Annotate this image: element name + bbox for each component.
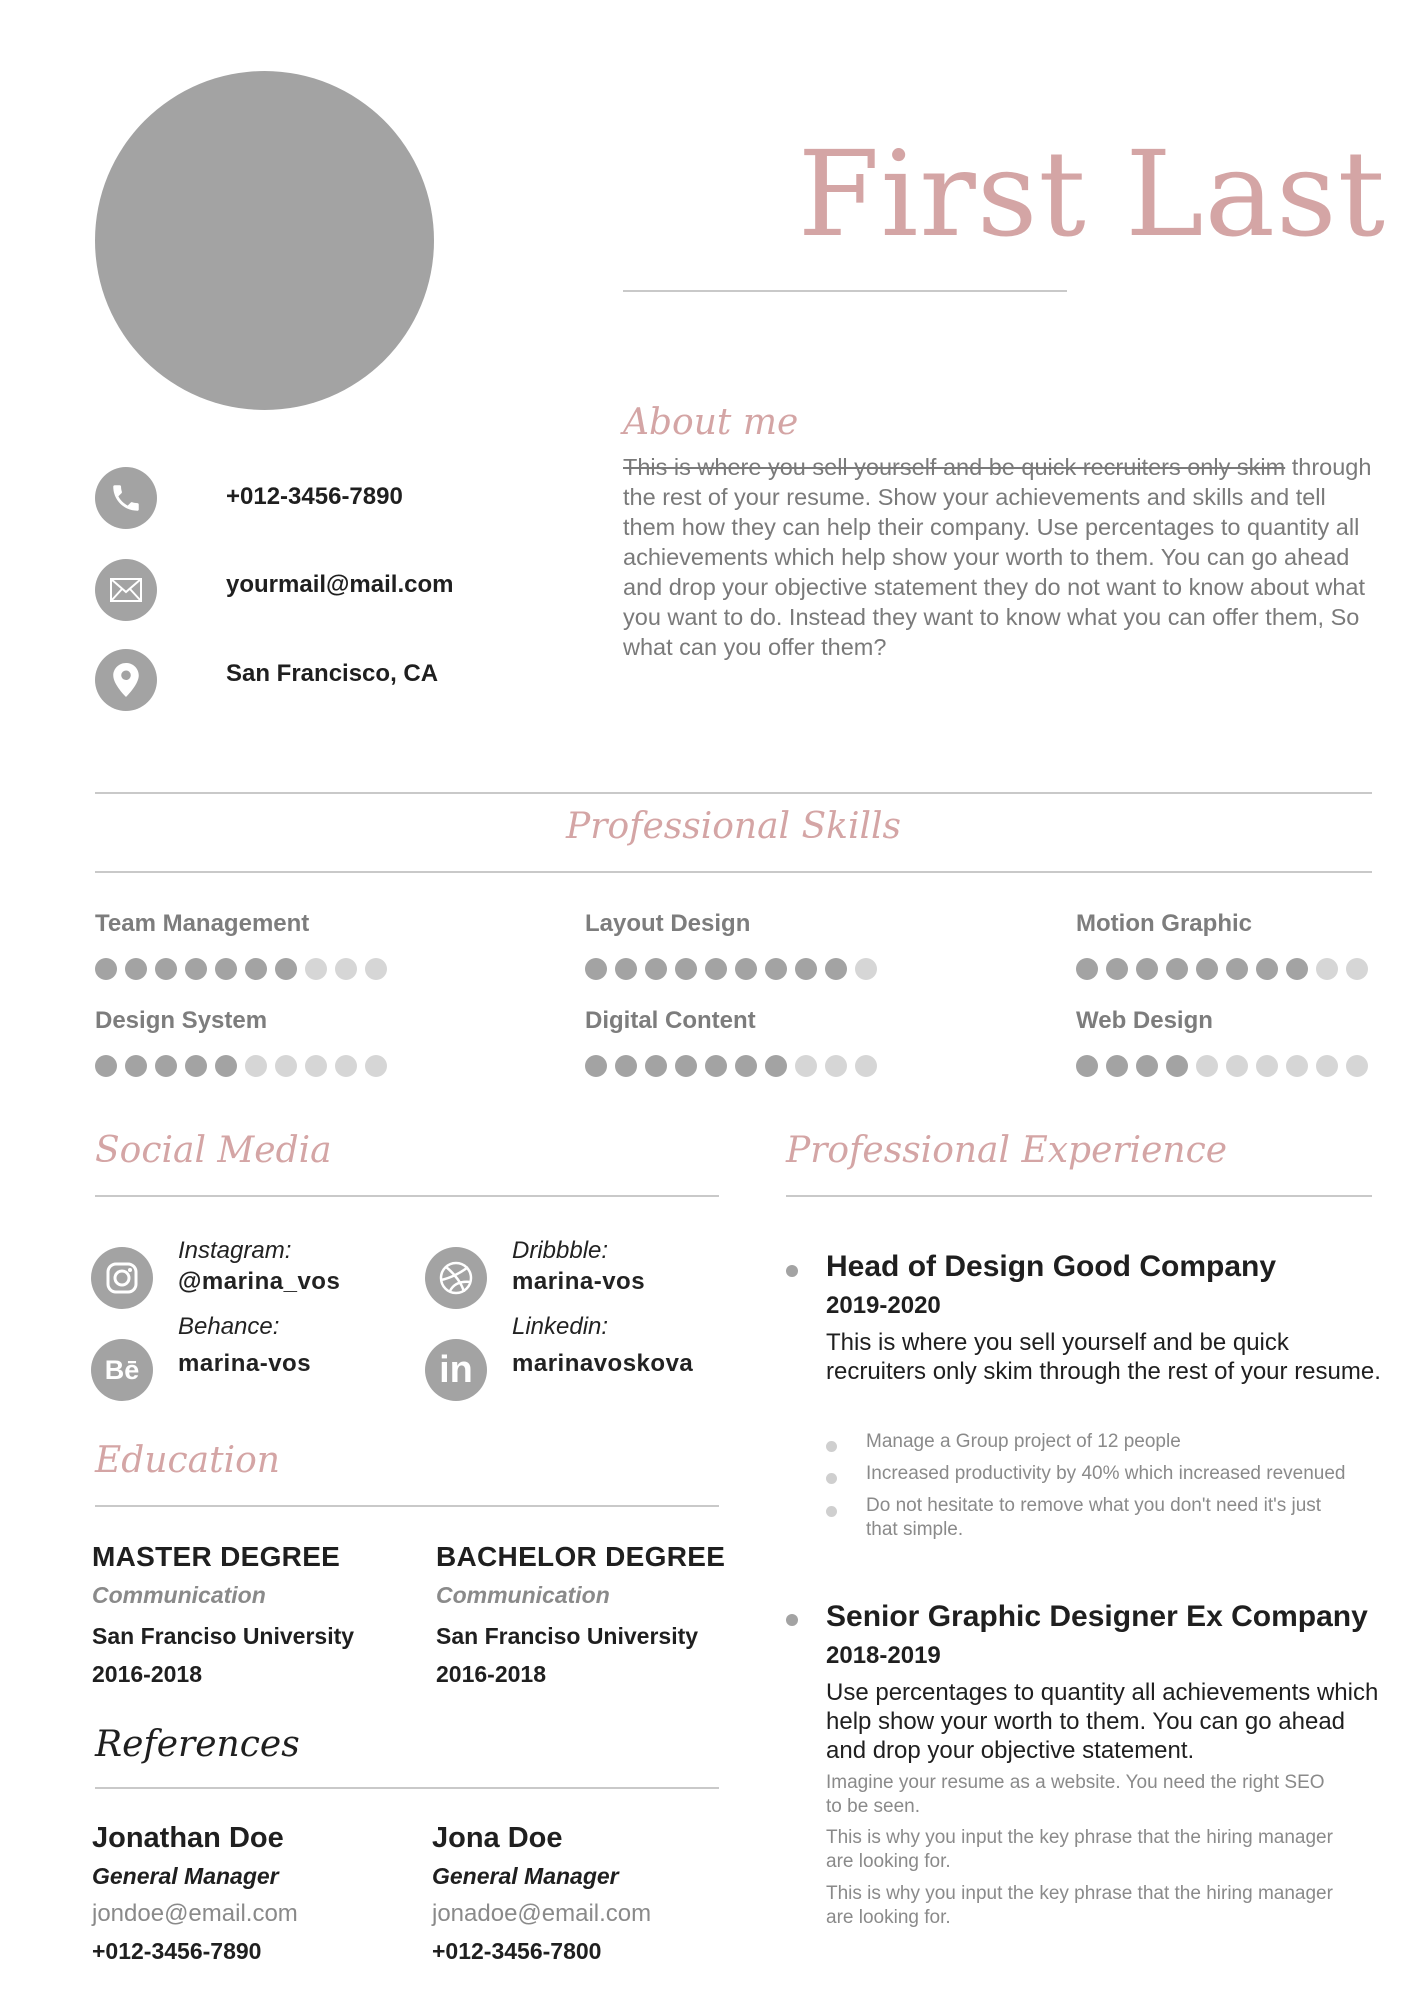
skill-dot-empty <box>1346 1055 1368 1077</box>
skill-name: Web Design <box>1076 1007 1213 1034</box>
job-item-0-2: Do not hesitate to remove what you don't need it's just that simple. <box>866 1495 1322 1540</box>
skill-dot-empty <box>1256 1055 1278 1077</box>
skill-dot-filled <box>215 1055 237 1077</box>
skill-rating <box>1076 1055 1368 1077</box>
skill-name: Team Management <box>95 910 310 937</box>
job-item-1-0: Imagine your resume as a website. You need the right SEO to be seen. <box>826 1772 1325 1817</box>
skills-divider-top <box>95 792 1372 794</box>
ref-role-0: General Manager <box>92 1863 279 1889</box>
job-years-0: 2019-2020 <box>826 1292 941 1319</box>
header-divider <box>623 290 1067 292</box>
skill-dot-filled <box>705 1055 727 1077</box>
skill-rating <box>95 1055 387 1077</box>
skill-dot-filled <box>245 958 267 980</box>
phone-icon <box>95 467 157 529</box>
skill-dot-filled <box>705 958 727 980</box>
about-text <box>623 452 1379 662</box>
skill-dot-empty <box>855 958 877 980</box>
skill-dot-filled <box>1226 958 1248 980</box>
skill-dot-filled <box>1136 958 1158 980</box>
skill-dot-filled <box>765 1055 787 1077</box>
skill-dot-empty <box>1226 1055 1248 1077</box>
skills-title: Professional Skills <box>566 806 901 847</box>
skill-dot-filled <box>125 958 147 980</box>
skill-dot-filled <box>675 1055 697 1077</box>
skill-dot-filled <box>1286 958 1308 980</box>
job-bullet-0 <box>786 1265 798 1277</box>
skill-dot-filled <box>1256 958 1278 980</box>
skill-dot-filled <box>1106 1055 1128 1077</box>
skill-dot-filled <box>645 958 667 980</box>
experience-title: Professional Experience <box>786 1130 1228 1171</box>
job-item-bullet <box>826 1441 837 1452</box>
job-item-bullet <box>826 1473 837 1484</box>
skill-dot-empty <box>365 958 387 980</box>
skill-dot-empty <box>1346 958 1368 980</box>
job-bullet-1 <box>786 1614 798 1626</box>
skill-dot-filled <box>1076 1055 1098 1077</box>
edu-years-0: 2016-2018 <box>92 1661 202 1687</box>
skill-dot-empty <box>795 1055 817 1077</box>
skill-dot-empty <box>1316 958 1338 980</box>
edu-years-1: 2016-2018 <box>436 1661 546 1687</box>
skill-dot-filled <box>1196 958 1218 980</box>
skill-dot-filled <box>765 958 787 980</box>
education-title: Education <box>95 1440 280 1481</box>
job-item-1-1: This is why you input the key phrase that the hiring manager are looking for. <box>826 1827 1333 1872</box>
skill-name: Design System <box>95 1007 268 1034</box>
linkedin-label: Linkedin: <box>512 1313 609 1340</box>
skill-dot-filled <box>95 958 117 980</box>
edu-field-0: Communication <box>92 1582 266 1608</box>
skill-dot-empty <box>245 1055 267 1077</box>
skill-dot-empty <box>275 1055 297 1077</box>
behance-handle[interactable]: marina-vos <box>178 1350 312 1377</box>
ref-role-1: General Manager <box>432 1863 619 1889</box>
job-description-1: Use percentages to quantity all achievements which help show your worth to them. You can go ahead and drop your objective statement. <box>826 1679 1379 1764</box>
skills-divider-bottom <box>95 871 1372 873</box>
references-title: References <box>95 1724 300 1765</box>
skill-dot-filled <box>185 958 207 980</box>
skill-rating <box>1076 958 1368 980</box>
skill-name: Layout Design <box>585 910 751 937</box>
skill-dot-filled <box>825 958 847 980</box>
dribbble-handle[interactable]: marina-vos <box>512 1268 646 1295</box>
skill-dot-empty <box>305 958 327 980</box>
skill-dot-empty <box>305 1055 327 1077</box>
location-pin-icon <box>95 649 157 711</box>
skill-rating <box>95 958 387 980</box>
skill-dot-filled <box>1076 958 1098 980</box>
behance-label: Behance: <box>178 1313 280 1340</box>
skill-dot-filled <box>795 958 817 980</box>
linkedin-icon[interactable]: in <box>425 1339 487 1401</box>
about-text-body: through the rest of your resume. Show your achievements and skills and tell them how they can help their company. Use percentages to quantity all achievements which help show your worth to them. You can go ahead and drop your objective statement they do not want to know about what you want to do. Instead they want to know what you can offer them, So what can you offer them? <box>623 454 1372 660</box>
skill-rating <box>585 958 877 980</box>
profile-photo-placeholder <box>95 71 434 410</box>
skill-rating <box>585 1055 877 1077</box>
contact-location: San Francisco, CA <box>226 660 439 687</box>
ref-name-1: Jona Doe <box>432 1822 563 1854</box>
dribbble-label: Dribbble: <box>512 1237 609 1264</box>
behance-icon[interactable]: Bē <box>91 1339 153 1401</box>
skill-dot-filled <box>585 958 607 980</box>
edu-degree-1: BACHELOR DEGREE <box>436 1541 726 1572</box>
job-title-1: Senior Graphic Designer Ex Company <box>826 1600 1368 1633</box>
skill-dot-filled <box>585 1055 607 1077</box>
job-item-0-1: Increased productivity by 40% which increased revenued <box>866 1463 1346 1484</box>
job-title-0: Head of Design Good Company <box>826 1250 1277 1283</box>
ref-email-1[interactable]: jonadoe@email.com <box>432 1900 652 1927</box>
skill-dot-filled <box>615 1055 637 1077</box>
skill-dot-filled <box>1166 1055 1188 1077</box>
skill-name: Motion Graphic <box>1076 910 1252 937</box>
dribbble-icon[interactable] <box>425 1247 487 1309</box>
edu-degree-0: MASTER DEGREE <box>92 1541 341 1572</box>
references-divider <box>95 1787 719 1789</box>
skill-dot-filled <box>615 958 637 980</box>
skill-dot-filled <box>1136 1055 1158 1077</box>
ref-email-0[interactable]: jondoe@email.com <box>92 1900 298 1927</box>
contact-email: yourmail@mail.com <box>226 571 454 598</box>
skill-dot-filled <box>645 1055 667 1077</box>
skill-name: Digital Content <box>585 1007 756 1034</box>
about-text-first-line: This is where you sell yourself and be quick recruiters only skim <box>623 454 1286 480</box>
skill-dot-filled <box>735 958 757 980</box>
skill-dot-filled <box>215 958 237 980</box>
ref-phone-1: +012-3456-7800 <box>432 1938 602 1964</box>
name-title: First Last <box>797 125 1386 263</box>
skill-dot-empty <box>335 1055 357 1077</box>
contact-phone: +012-3456-7890 <box>226 483 403 510</box>
ref-name-0: Jonathan Doe <box>92 1822 284 1854</box>
job-item-0-0: Manage a Group project of 12 people <box>866 1431 1181 1452</box>
skill-dot-filled <box>95 1055 117 1077</box>
skill-dot-empty <box>855 1055 877 1077</box>
skill-dot-empty <box>825 1055 847 1077</box>
about-title: About me <box>623 402 799 443</box>
skill-dot-filled <box>125 1055 147 1077</box>
skill-dot-empty <box>1196 1055 1218 1077</box>
edu-school-0: San Franciso University <box>92 1623 355 1649</box>
job-years-1: 2018-2019 <box>826 1642 941 1669</box>
social-title: Social Media <box>95 1130 332 1171</box>
skill-dot-filled <box>275 958 297 980</box>
skill-dot-empty <box>1316 1055 1338 1077</box>
skill-dot-filled <box>1166 958 1188 980</box>
job-item-1-2: This is why you input the key phrase that the hiring manager are looking for. <box>826 1883 1333 1928</box>
skill-dot-empty <box>335 958 357 980</box>
instagram-handle[interactable]: @marina_vos <box>178 1268 341 1295</box>
skill-dot-empty <box>365 1055 387 1077</box>
mail-icon <box>95 559 157 621</box>
skill-dot-empty <box>1286 1055 1308 1077</box>
skill-dot-filled <box>735 1055 757 1077</box>
ref-phone-0: +012-3456-7890 <box>92 1938 262 1964</box>
job-item-bullet <box>826 1506 837 1517</box>
instagram-label: Instagram: <box>178 1237 292 1264</box>
edu-school-1: San Franciso University <box>436 1623 699 1649</box>
edu-field-1: Communication <box>436 1582 610 1608</box>
linkedin-handle[interactable]: marinavoskova <box>512 1350 694 1377</box>
experience-divider <box>786 1195 1372 1197</box>
skill-dot-filled <box>1106 958 1128 980</box>
instagram-icon[interactable] <box>91 1247 153 1309</box>
job-description-0: This is where you sell yourself and be quick recruiters only skim through the rest of your resume. <box>826 1329 1381 1385</box>
skill-dot-filled <box>185 1055 207 1077</box>
skill-dot-filled <box>675 958 697 980</box>
social-divider <box>95 1195 719 1197</box>
skill-dot-filled <box>155 1055 177 1077</box>
education-divider <box>95 1505 719 1507</box>
skill-dot-filled <box>155 958 177 980</box>
